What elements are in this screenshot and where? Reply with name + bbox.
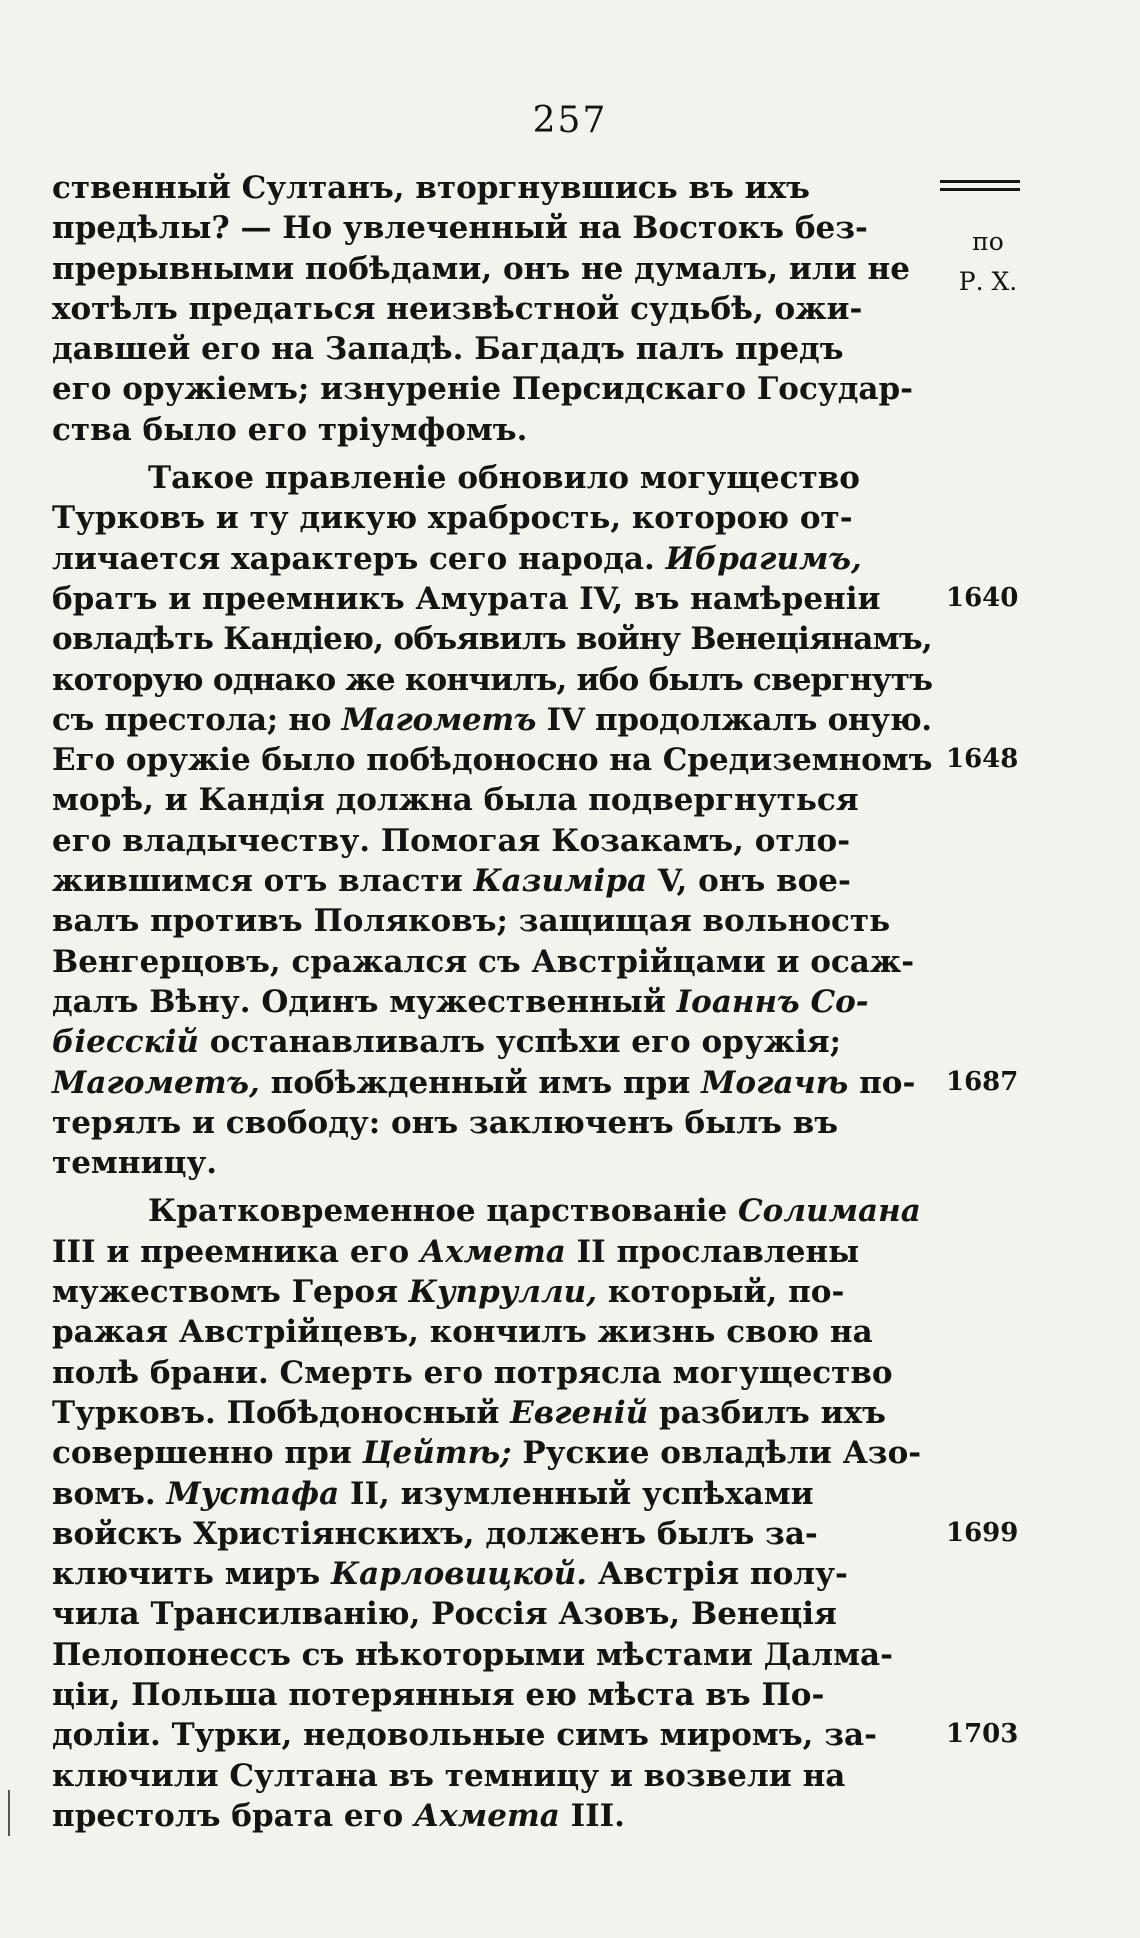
margin-heading — [940, 222, 1036, 302]
text-line: овладѣть Кандіею, объявилъ войну Венеціянамъ, — [52, 621, 932, 658]
margin-year: 1648 — [946, 744, 1019, 775]
text-line: Турковъ. Побѣдоносный Евгеній разбилъ ихъ — [52, 1394, 886, 1431]
text-line: мужествомъ Героя Купрулли, который, по- — [52, 1274, 845, 1311]
text-line: предѣлы? — Но увлеченный на Востокъ без- — [52, 210, 868, 247]
text-line: III и преемника его Ахмета II прославлены — [52, 1233, 860, 1270]
text-line: которую однако же кончилъ, ибо былъ свергнутъ — [52, 661, 933, 698]
text-line: ственный Султанъ, вторгнувшись въ ихъ — [52, 170, 810, 206]
margin-rule-mark — [940, 180, 1020, 196]
text-line: престолъ брата его Ахмета III. — [52, 1797, 625, 1834]
text-line: хотѣлъ предаться неизвѣстной судьбѣ, ожи- — [52, 290, 863, 327]
text-line: съ престола; но Магометъ IV продолжалъ оную. — [52, 701, 932, 738]
margin-year: 1703 — [946, 1719, 1019, 1750]
text-line: Венгерцовъ, сражался съ Австрійцами и осаж- — [52, 943, 915, 980]
text-line: его владычеству. Помогая Козакамъ, отло- — [52, 822, 851, 859]
text-line: морѣ, и Кандія должна была подвергнуться — [52, 782, 859, 819]
margin-year: 1687 — [946, 1066, 1019, 1097]
text-line: личается характеръ сего народа. Ибрагимъ, — [52, 540, 862, 577]
text-line: Такое правленіе обновило могущество — [148, 460, 860, 497]
margin-heading-line-1: по — [972, 227, 1004, 256]
text-line: біесскій останавливалъ успѣхи его оружія; — [52, 1024, 842, 1061]
page-number: 257 — [532, 100, 608, 141]
text-line: ключить миръ Карловицкой. Австрія полу- — [52, 1556, 848, 1593]
paragraph — [52, 1191, 932, 1836]
text-line: терялъ и свободу: онъ заключенъ былъ въ — [52, 1104, 839, 1141]
text-line: далъ Вѣну. Одинъ мужественный Іоаннъ Со- — [52, 983, 869, 1020]
margin-heading-line-2: Р. Х. — [958, 267, 1018, 296]
text-line: Его оружіе было побѣдоносно на Средиземномъ — [52, 742, 933, 779]
text-line: войскъ Христіянскихъ, долженъ былъ за- — [52, 1515, 818, 1552]
text-line: братъ и преемникъ Амурата IV, въ намѣреніи — [52, 580, 881, 617]
body-text — [52, 168, 932, 1836]
margin-year: 1640 — [946, 582, 1019, 613]
margin-year: 1699 — [946, 1517, 1019, 1548]
text-line: Пелопонессъ съ нѣкоторыми мѣстами Далма- — [52, 1636, 894, 1673]
text-line: полѣ брани. Смерть его потрясла могущество — [52, 1354, 893, 1391]
text-line: прерывными побѣдами, онъ не думалъ, или не — [52, 250, 910, 287]
text-line: темницу. — [52, 1145, 218, 1182]
text-line: Кратковременное царствованіе Солимана — [148, 1193, 921, 1230]
text-line: ключили Султана въ темницу и возвели на — [52, 1757, 846, 1794]
text-line: давшей его на Западѣ. Багдадъ палъ предъ — [52, 331, 844, 368]
text-line: его оружіемъ; изнуреніе Персидскаго Государ- — [52, 371, 913, 408]
paragraph — [52, 458, 932, 1183]
text-line: ства было его тріумфомъ. — [52, 411, 528, 448]
text-line: ражая Австрійцевъ, кончилъ жизнь свою на — [52, 1314, 873, 1351]
text-line: Магометъ, побѣжденный имъ при Могачѣ по- — [52, 1064, 916, 1101]
paragraph — [52, 168, 932, 450]
scan-edge-mark — [8, 1790, 10, 1836]
text-line: чила Трансилванію, Россія Азовъ, Венеція — [52, 1596, 837, 1633]
text-line: ціи, Польша потерянныя ею мѣста въ По- — [52, 1676, 825, 1713]
text-line: доліи. Турки, недовольные симъ миромъ, за- — [52, 1717, 877, 1754]
text-line: вомъ. Мустафа II, изумленный успѣхами — [52, 1475, 814, 1512]
text-line: жившимся отъ власти Казиміра V, онъ вое- — [52, 863, 851, 900]
text-line: совершенно при Цейтѣ; Руские овладѣли Азо- — [52, 1435, 922, 1472]
text-line: валъ противъ Поляковъ; защищая вольность — [52, 903, 891, 940]
text-line: Турковъ и ту дикую храбрость, которою от- — [52, 500, 853, 537]
